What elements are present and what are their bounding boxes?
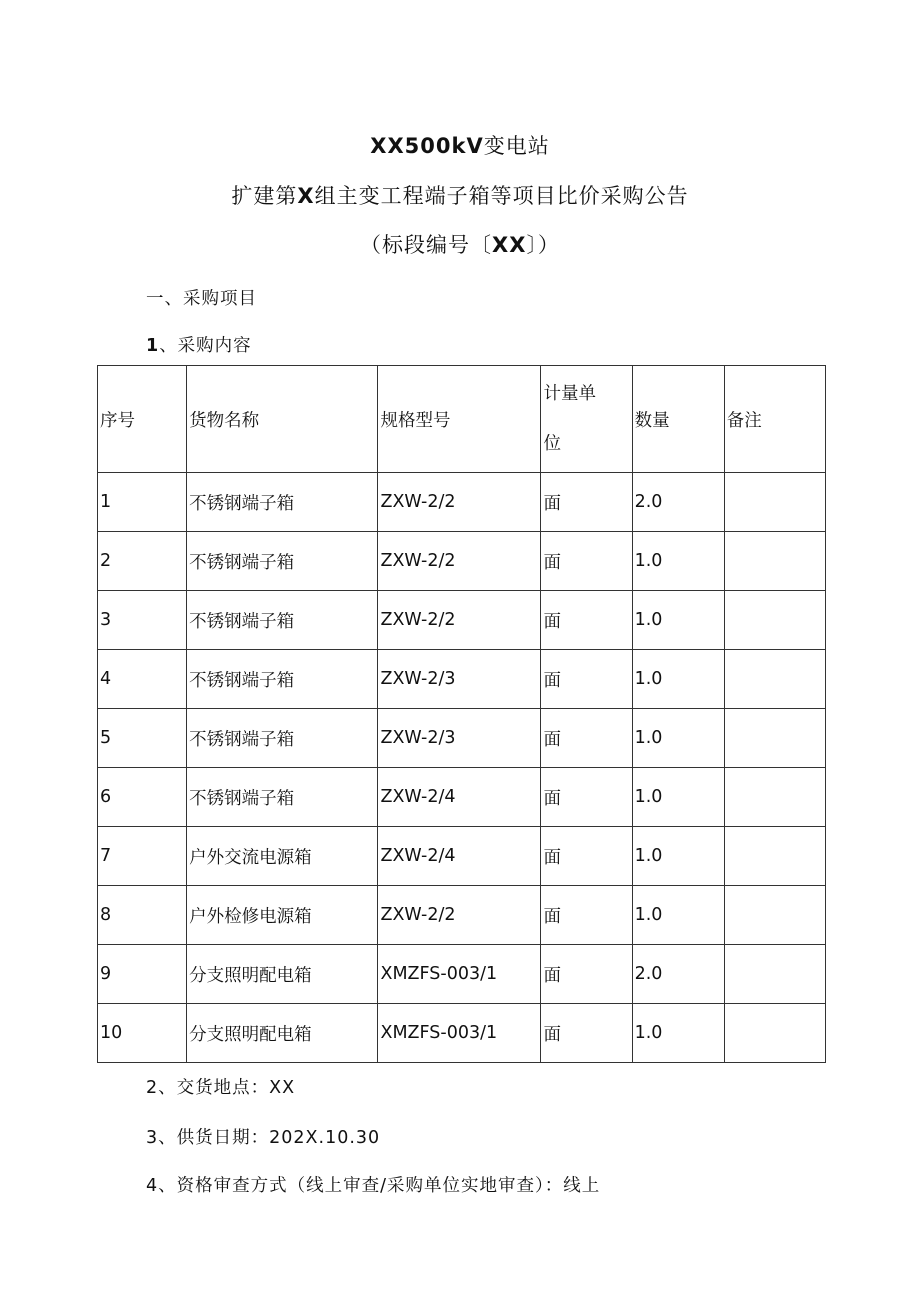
cell-spec: ZXW-2/3 xyxy=(378,650,541,709)
cell-unit: 面 xyxy=(541,532,632,591)
cell-note xyxy=(724,768,825,827)
title-line-2 xyxy=(0,180,920,210)
title-lot-no: XX xyxy=(492,233,527,257)
title-station: 变电站 xyxy=(483,134,550,158)
cell-name: 不锈钢端子箱 xyxy=(187,473,378,532)
cell-name: 不锈钢端子箱 xyxy=(187,650,378,709)
cell-spec: ZXW-2/3 xyxy=(378,709,541,768)
cell-no: 9 xyxy=(98,945,187,1004)
cell-no: 6 xyxy=(98,768,187,827)
cell-name: 不锈钢端子箱 xyxy=(187,768,378,827)
cell-unit: 面 xyxy=(541,827,632,886)
cell-unit: 面 xyxy=(541,1004,632,1063)
cell-no: 2 xyxy=(98,532,187,591)
table-row xyxy=(98,827,826,886)
subsection-procurement-content xyxy=(146,332,252,357)
cell-qty: 1.0 xyxy=(632,591,724,650)
title-pre: 扩建第 xyxy=(231,184,298,208)
table-row xyxy=(98,532,826,591)
delivery-location: 2、交货地点：XX xyxy=(146,1078,296,1098)
header-unit xyxy=(541,366,632,473)
cell-no: 4 xyxy=(98,650,187,709)
cell-name: 不锈钢端子箱 xyxy=(187,709,378,768)
cell-note xyxy=(724,591,825,650)
table-row xyxy=(98,886,826,945)
cell-unit: 面 xyxy=(541,886,632,945)
cell-spec: ZXW-2/4 xyxy=(378,768,541,827)
cell-qty: 1.0 xyxy=(632,768,724,827)
cell-qty: 1.0 xyxy=(632,709,724,768)
header-qty: 数量 xyxy=(632,366,724,473)
cell-qty: 2.0 xyxy=(632,945,724,1004)
header-unit-line2: 位 xyxy=(543,434,561,454)
cell-no: 5 xyxy=(98,709,187,768)
subsection-text: 、采购内容 xyxy=(159,336,252,356)
qualification-review-method: 4、资格审查方式（线上审查/采购单位实地审查）：线上 xyxy=(146,1176,601,1196)
cell-note xyxy=(724,532,825,591)
cell-qty: 1.0 xyxy=(632,650,724,709)
cell-unit: 面 xyxy=(541,768,632,827)
cell-no: 7 xyxy=(98,827,187,886)
table-row xyxy=(98,945,826,1004)
goods-table xyxy=(97,365,826,1063)
cell-qty: 1.0 xyxy=(632,1004,724,1063)
cell-spec: ZXW-2/2 xyxy=(378,591,541,650)
cell-unit: 面 xyxy=(541,473,632,532)
cell-name: 户外检修电源箱 xyxy=(187,886,378,945)
cell-note xyxy=(724,1004,825,1063)
cell-no: 8 xyxy=(98,886,187,945)
cell-qty: 1.0 xyxy=(632,886,724,945)
delivery-date: 3、供货日期：202X.10.30 xyxy=(146,1128,381,1148)
header-note: 备注 xyxy=(724,366,825,473)
cell-no: 1 xyxy=(98,473,187,532)
title-lot-post: 〕） xyxy=(526,233,560,257)
header-unit-line1: 计量单 xyxy=(543,384,596,404)
cell-unit: 面 xyxy=(541,650,632,709)
cell-note xyxy=(724,945,825,1004)
title-line-1 xyxy=(0,130,920,160)
header-no: 序号 xyxy=(98,366,187,473)
table-row xyxy=(98,473,826,532)
cell-note xyxy=(724,886,825,945)
cell-qty: 1.0 xyxy=(632,532,724,591)
cell-spec: ZXW-2/2 xyxy=(378,532,541,591)
table-row xyxy=(98,650,826,709)
cell-unit: 面 xyxy=(541,709,632,768)
title-line-3 xyxy=(0,229,920,259)
cell-no: 10 xyxy=(98,1004,187,1063)
cell-name: 不锈钢端子箱 xyxy=(187,532,378,591)
table-row xyxy=(98,1004,826,1063)
table-row xyxy=(98,591,826,650)
header-name: 货物名称 xyxy=(187,366,378,473)
title-post: 组主变工程端子箱等项目比价采购公告 xyxy=(314,184,689,208)
cell-note xyxy=(724,650,825,709)
cell-spec: ZXW-2/2 xyxy=(378,473,541,532)
cell-name: 户外交流电源箱 xyxy=(187,827,378,886)
cell-name: 分支照明配电箱 xyxy=(187,945,378,1004)
cell-name: 不锈钢端子箱 xyxy=(187,591,378,650)
cell-spec: ZXW-2/2 xyxy=(378,886,541,945)
title-voltage: XX500kV xyxy=(370,134,484,158)
cell-spec: ZXW-2/4 xyxy=(378,827,541,886)
title-group-no: X xyxy=(297,184,315,208)
cell-note xyxy=(724,827,825,886)
table-header-row xyxy=(98,366,826,473)
section-heading-procurement: 一、采购项目 xyxy=(146,289,257,309)
cell-unit: 面 xyxy=(541,945,632,1004)
cell-no: 3 xyxy=(98,591,187,650)
title-lot-pre: （标段编号〔 xyxy=(360,233,493,257)
subsection-number: 1 xyxy=(146,336,160,356)
table-row xyxy=(98,709,826,768)
cell-spec: XMZFS-003/1 xyxy=(378,945,541,1004)
cell-unit: 面 xyxy=(541,591,632,650)
cell-name: 分支照明配电箱 xyxy=(187,1004,378,1063)
header-spec: 规格型号 xyxy=(378,366,541,473)
table-row xyxy=(98,768,826,827)
cell-note xyxy=(724,473,825,532)
cell-note xyxy=(724,709,825,768)
cell-spec: XMZFS-003/1 xyxy=(378,1004,541,1063)
cell-qty: 2.0 xyxy=(632,473,724,532)
cell-qty: 1.0 xyxy=(632,827,724,886)
